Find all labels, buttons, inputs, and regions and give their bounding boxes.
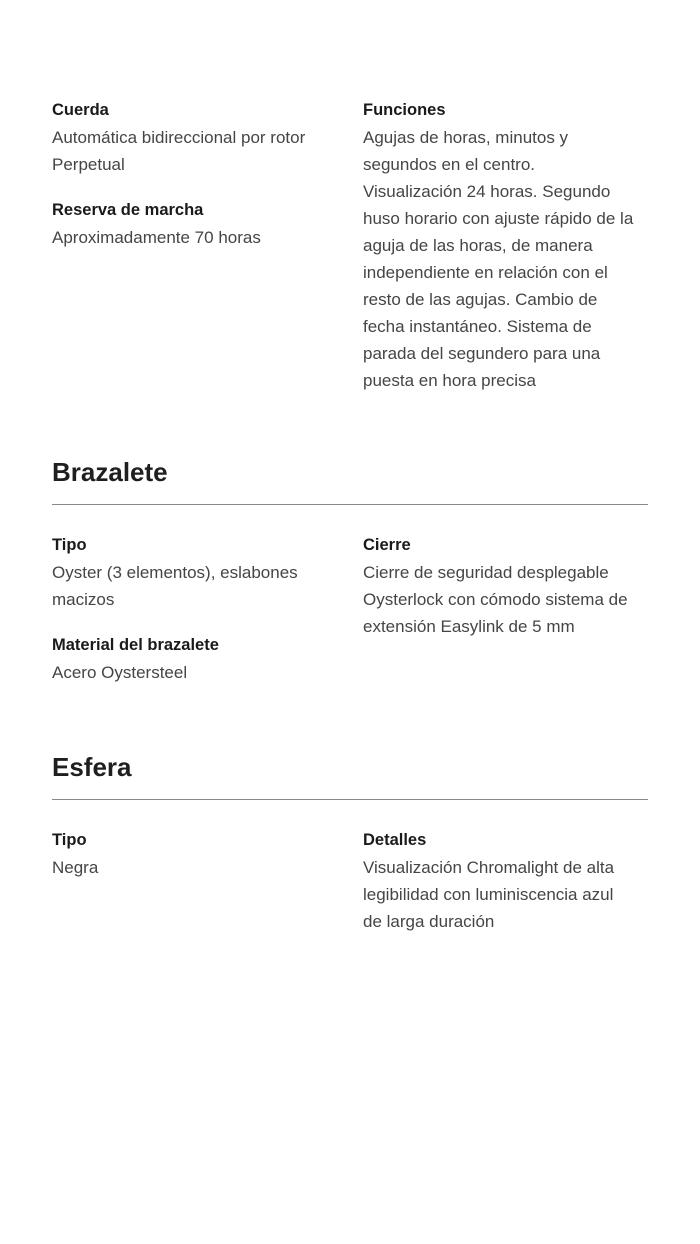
dial-left-column [52,827,337,954]
spec-functions [363,97,648,394]
spec-value: Visualización Chromalight de alta legibilidad con luminiscencia azul de larga duración [363,858,615,931]
section-title-bracelet: Brazalete [52,455,648,505]
spec-label: Tipo [52,831,87,849]
spec-winding [52,97,337,178]
spec-label: Detalles [363,831,427,849]
spec-label: Tipo [52,536,87,554]
spec-label: Funciones [363,101,446,119]
spec-value: Aproximadamente 70 horas [52,228,261,247]
dial-section [52,750,648,954]
spec-value: Oyster (3 elementos), eslabones macizos [52,563,298,609]
section-title-dial: Esfera [52,750,648,800]
spec-clasp [363,532,648,640]
movement-left-column [52,97,337,413]
spec-label: Cierre [363,536,411,554]
bracelet-section [52,455,648,705]
spec-label: Material del brazalete [52,636,219,654]
spec-power-reserve [52,197,337,251]
bracelet-right-column [363,532,648,705]
spec-value: Negra [52,858,99,877]
bracelet-specs [52,532,648,705]
spec-label: Cuerda [52,101,109,119]
spec-bracelet-type [52,532,337,613]
bracelet-left-column [52,532,337,705]
spec-value: Cierre de seguridad desplegable Oysterlock con cómodo sistema de extensión Easylink de 5 mm [363,563,628,636]
spec-dial-details [363,827,648,935]
spec-label: Reserva de marcha [52,201,204,219]
spec-bracelet-material [52,632,337,686]
movement-specs [52,97,648,413]
spec-value: Acero Oystersteel [52,663,188,682]
spec-value: Agujas de horas, minutos y segundos en el centro. Visualización 24 horas. Segundo huso horario con ajuste rápido de la aguja de las horas, de manera independiente en relación con el resto de las agujas. Cambio de fecha instantáneo. Sistema de parada del segundero para una puesta en hora precisa [363,128,634,390]
movement-right-column [363,97,648,413]
spec-dial-type [52,827,337,881]
spec-value: Automática bidireccional por rotor Perpetual [52,128,306,174]
dial-right-column [363,827,648,954]
dial-specs [52,827,648,954]
